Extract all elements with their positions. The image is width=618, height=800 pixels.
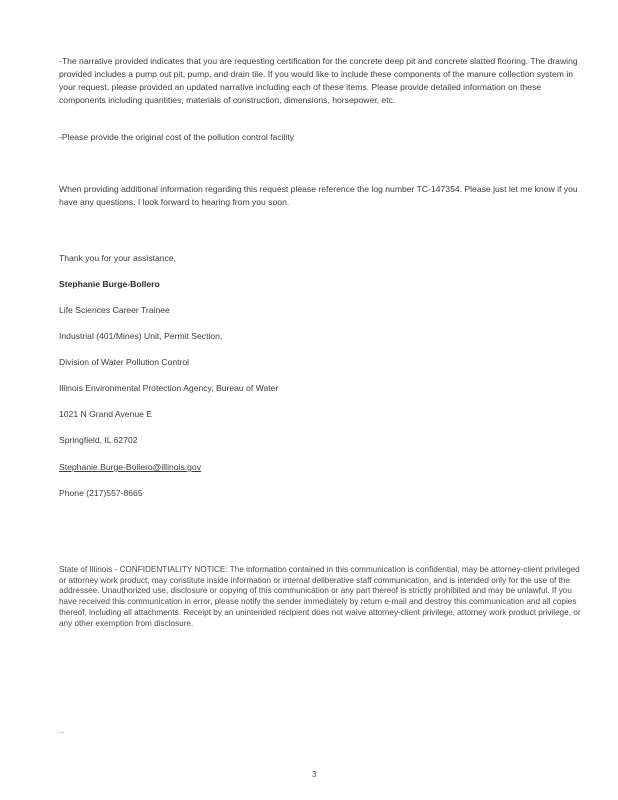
signer-name: Stephanie Burge-Bollero (59, 279, 160, 289)
signer-unit: Industrial (401/Mines) Unit, Permit Section, (59, 331, 223, 341)
footer-mark: .. (59, 726, 64, 735)
signer-phone: Phone (217)557-8665 (59, 488, 143, 498)
signer-division: Division of Water Pollution Control (59, 357, 190, 367)
log-number-paragraph: When providing additional information regarding this request please reference the log number TC-147354. Please just let me know if you have any questions. I look forward to hearing from you soon. (59, 184, 578, 208)
signer-city: Springfield, IL 62702 (59, 435, 138, 445)
signer-title: Life Sciences Career Trainee (59, 305, 170, 315)
closing-line: Thank you for your assistance, (59, 253, 177, 263)
signer-street: 1021 N Grand Avenue E (59, 409, 153, 419)
confidentiality-notice: State of Illinois - CONFIDENTIALITY NOTICE: The information contained in this communication is confidential, may be attorney-client privileged or attorney work product, may constitute inside information or internal deliberative staff communication, and is intended only for the use of the addressee. Unauthorized use, disclosure or copying of this communication or any part thereof is strictly prohibited and may be unlawful. If you have received this communication in error, please notify the sender immediately by return e-mail and destroy this communication and all copies thereof, including all attachments. Receipt by an unintended recipient does not waive attorney-client privilege, attorney work product privilege, or any other exemption from disclosure. (59, 565, 581, 628)
signer-agency: Illinois Environmental Protection Agency, Bureau of Water (59, 383, 279, 393)
signer-email-line (59, 462, 201, 473)
narrative-paragraph: -The narrative provided indicates that you are requesting certification for the concrete deep pit and concrete slatted flooring. The drawing provided includes a pump out pit, pump, and drain tile. If you would like to include these components of the manure collection system in your request, please provided an updated narrative including each of these items. Please provide detailed information on these components including quantities, materials of construction, dimensions, horsepower, etc. (59, 56, 578, 106)
page-number: 3 (312, 770, 317, 779)
email-link[interactable]: Stephanie.Burge-Bollero@illinois.gov (59, 462, 202, 472)
cost-request-paragraph: -Please provide the original cost of the pollution control facility (59, 132, 295, 142)
